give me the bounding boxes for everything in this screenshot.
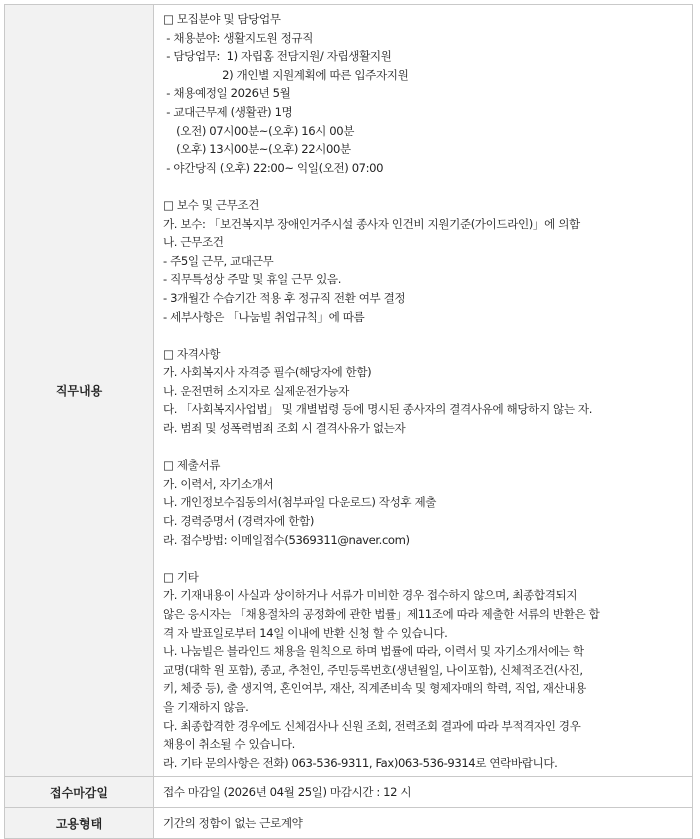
section-line: 가. 사회복지사 자격증 필수(해당자에 한함) <box>163 365 372 380</box>
employment-value: 기간의 정함이 없는 근로계약 <box>154 808 693 839</box>
employment-label: 고용형태 <box>5 808 154 839</box>
section-title: □ 기타 <box>163 569 199 584</box>
section-line: (오전) 07시00분~(오후) 16시 00분 <box>163 123 355 138</box>
section-line: 라. 기타 문의사항은 전화) 063-536-9311, Fax)063-536-9314로 연락바랍니다. <box>163 755 558 770</box>
duty-row <box>5 5 693 777</box>
section-title: □ 자격사항 <box>163 346 221 361</box>
section-line: 다. 경력증명서 (경력자에 한함) <box>163 514 314 529</box>
section-line: 키, 체중 등), 출 생지역, 혼인여부, 재산, 직계존비속 및 형제자매의 학력, 직업, 재산내용 <box>163 681 586 696</box>
section-gap <box>163 177 684 196</box>
section-line: 가. 이력서, 자기소개서 <box>163 476 274 491</box>
section-line: 다. 「사회복지사업법」 및 개별법령 등에 명시된 종사자의 결격사유에 해당하지 않는 자. <box>163 402 592 417</box>
deadline-value: 접수 마감일 (2026년 04월 25일) 마감시간 : 12 시 <box>154 777 693 808</box>
section-line: - 야간당직 (오후) 22:00~ 익일(오전) 07:00 <box>163 160 384 175</box>
section-line: (오후) 13시00분~(오후) 22시00분 <box>163 142 351 157</box>
section-title: □ 보수 및 근무조건 <box>163 197 260 212</box>
section-line: - 직무특성상 주말 및 휴일 근무 있음. <box>163 272 341 287</box>
section-gap <box>163 549 684 568</box>
job-posting-table <box>4 4 693 839</box>
section-line: 가. 기재내용이 사실과 상이하거나 서류가 미비한 경우 접수하지 않으며, 최종합격되지 <box>163 588 578 603</box>
section-title: □ 모집분야 및 담당업무 <box>163 12 281 26</box>
duty-sections <box>163 10 684 772</box>
section-line: 나. 운전면허 소지자로 실제운전가능자 <box>163 383 349 398</box>
duty-content <box>154 5 693 777</box>
section-line: 채용이 취소될 수 있습니다. <box>163 737 295 752</box>
section-line: 을 기재하지 않음. <box>163 699 249 714</box>
section-line: 나. 근무조건 <box>163 235 224 250</box>
section-line: - 담당업무: 1) 자립홈 전담지원/ 자립생활지원 <box>163 49 392 64</box>
section-gap <box>163 326 684 345</box>
section-line: 가. 보수: 「보건복지부 장애인거주시설 종사자 인건비 지원기준(가이드라인)」에 의함 <box>163 216 580 231</box>
section-line: - 3개월간 수습기간 적용 후 정규직 전환 여부 결정 <box>163 290 406 305</box>
section-line: 라. 접수방법: 이메일접수(5369311@naver.com) <box>163 532 410 547</box>
section-line: - 교대근무제 (생활관) 1명 <box>163 104 293 119</box>
section-line: 격 자 발표일로부터 14일 이내에 반환 신청 할 수 있습니다. <box>163 625 448 640</box>
deadline-row <box>5 777 693 808</box>
section-line: 라. 범죄 및 성폭력범죄 조회 시 결격사유가 없는자 <box>163 421 406 436</box>
section-line: 않은 응시자는 「채용절차의 공정화에 관한 법률」제11조에 따라 제출한 서류의 반환은 합 <box>163 607 600 621</box>
section-line: 나. 개인정보수집동의서(첨부파일 다운로드) 작성후 제출 <box>163 495 437 510</box>
deadline-label: 접수마감일 <box>5 777 154 808</box>
duty-label: 직무내용 <box>5 5 154 777</box>
section-line: - 채용분야: 생활지도원 정규직 <box>163 30 314 45</box>
employment-row <box>5 808 693 839</box>
section-line: 다. 최종합격한 경우에도 신체검사나 신원 조회, 전력조회 결과에 따라 부적격자인 경우 <box>163 718 581 733</box>
section-line: 교명(대학 원 포함), 종교, 추천인, 주민등록번호(생년월일, 나이포함), 신체적조건(사진, <box>163 662 583 677</box>
section-line: 2) 개인별 지원계획에 따른 입주자지원 <box>163 67 409 82</box>
section-line: 나. 나눔빌은 블라인드 채용을 원칙으로 하며 법률에 따라, 이력서 및 자기소개서에는 학 <box>163 644 584 659</box>
section-gap <box>163 438 684 457</box>
section-title: □ 제출서류 <box>163 458 221 473</box>
section-line: - 주5일 근무, 교대근무 <box>163 253 274 268</box>
section-line: - 채용예정일 2026년 5월 <box>163 86 291 101</box>
section-line: - 세부사항은 「나눔빌 취업규칙」에 따름 <box>163 309 365 324</box>
